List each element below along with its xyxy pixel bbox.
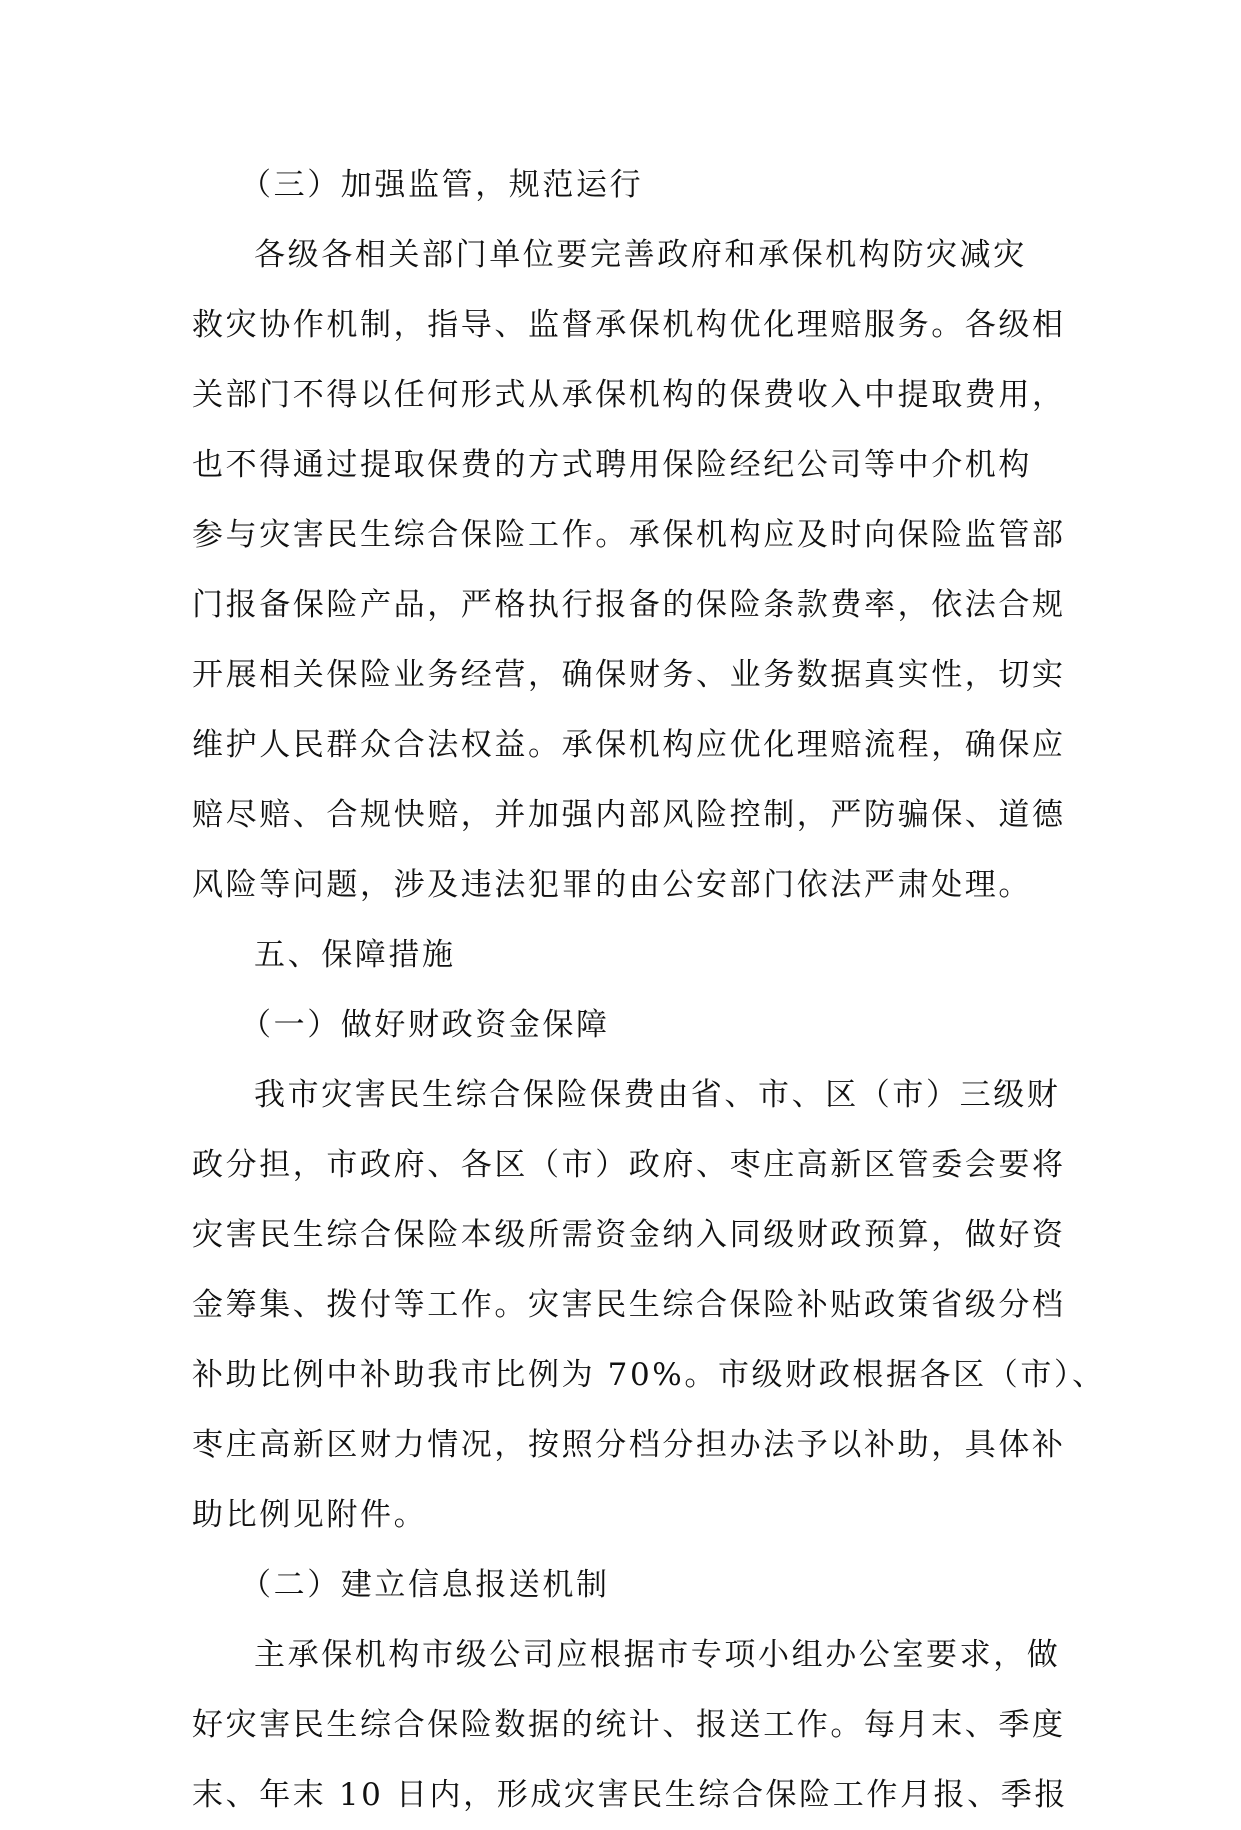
paragraph-line: 补助比例中补助我市比例为 70%。市级财政根据各区（市）、: [192, 1357, 1106, 1393]
subsection-heading-reporting: （二）建立信息报送机制: [240, 1567, 610, 1603]
paragraph-line: 维护人民群众合法权益。承保机构应优化理赔流程，确保应: [192, 727, 1066, 763]
section-heading-supervision: （三）加强监管，规范运行: [240, 167, 644, 203]
subsection-heading-finance: （一）做好财政资金保障: [240, 1007, 610, 1043]
paragraph-line: 主承保机构市级公司应根据市专项小组办公室要求，做: [254, 1637, 1061, 1673]
paragraph-line: 金筹集、拨付等工作。灾害民生综合保险补贴政策省级分档: [192, 1287, 1066, 1323]
paragraph-line: 赔尽赔、合规快赔，并加强内部风险控制，严防骗保、道德: [192, 797, 1066, 833]
document-body: [192, 150, 1106, 1830]
paragraph-line: 助比例见附件。: [192, 1497, 428, 1533]
paragraph-line: 枣庄高新区财力情况，按照分档分担办法予以补助，具体补: [192, 1427, 1066, 1463]
paragraph-line: 灾害民生综合保险本级所需资金纳入同级财政预算，做好资: [192, 1217, 1066, 1253]
paragraph-line: 关部门不得以任何形式从承保机构的保费收入中提取费用，: [192, 377, 1066, 413]
paragraph-line: 好灾害民生综合保险数据的统计、报送工作。每月末、季度: [192, 1707, 1066, 1743]
paragraph-line: 政分担，市政府、各区（市）政府、枣庄高新区管委会要将: [192, 1147, 1066, 1183]
paragraph-line: 末、年末 10 日内，形成灾害民生综合保险工作月报、季报: [192, 1777, 1068, 1813]
paragraph-line: 救灾协作机制，指导、监督承保机构优化理赔服务。各级相: [192, 307, 1066, 343]
paragraph-line: 我市灾害民生综合保险保费由省、市、区（市）三级财: [254, 1077, 1061, 1113]
paragraph-line: 门报备保险产品，严格执行报备的保险条款费率，依法合规: [192, 587, 1066, 623]
paragraph-line: 开展相关保险业务经营，确保财务、业务数据真实性，切实: [192, 657, 1066, 693]
paragraph-line: 风险等问题，涉及违法犯罪的由公安部门依法严肃处理。: [192, 867, 1032, 903]
paragraph-line: 也不得通过提取保费的方式聘用保险经纪公司等中介机构: [192, 447, 1032, 483]
paragraph-line: 参与灾害民生综合保险工作。承保机构应及时向保险监管部: [192, 517, 1066, 553]
section-heading-safeguards: 五、保障措施: [254, 937, 456, 973]
paragraph-line: 各级各相关部门单位要完善政府和承保机构防灾减灾: [254, 237, 1027, 273]
